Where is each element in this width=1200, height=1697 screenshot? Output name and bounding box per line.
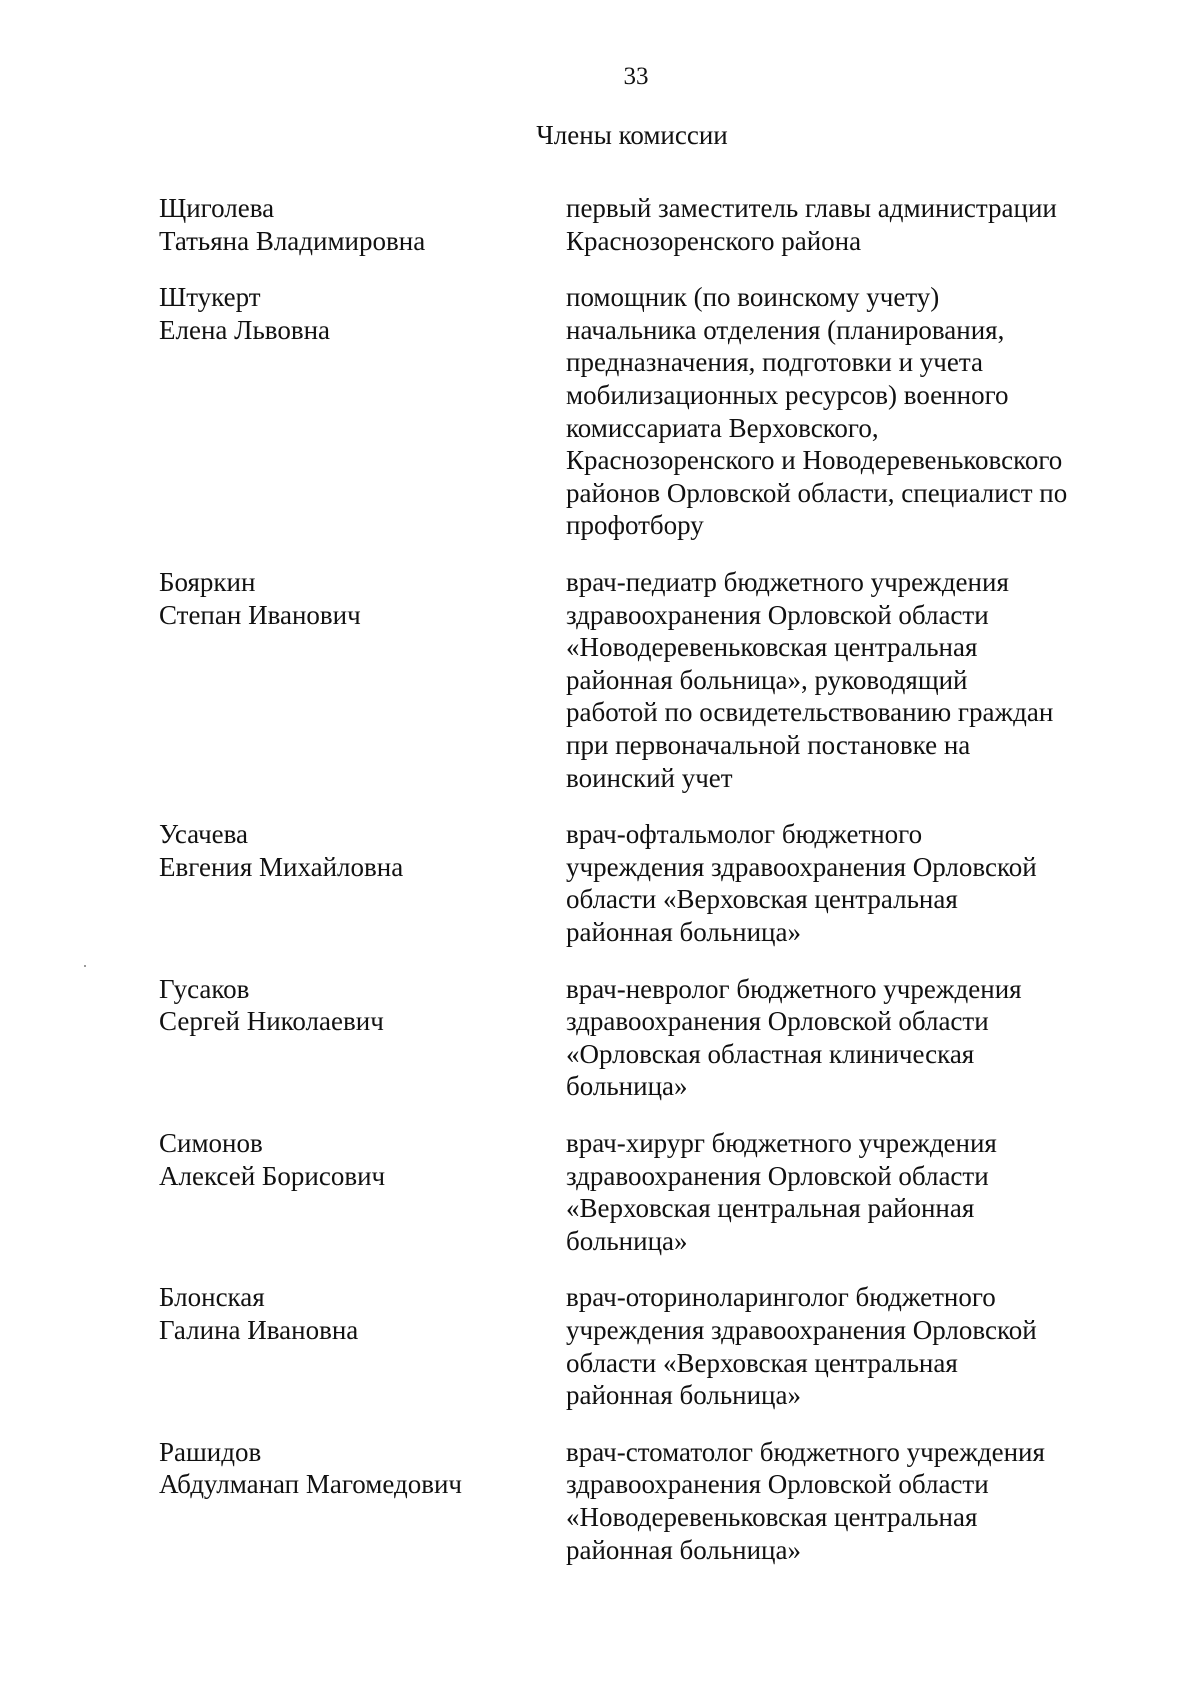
- member-name: [159, 192, 539, 257]
- member-position: [566, 818, 1126, 948]
- member-given-names: Елена Львовна: [159, 314, 331, 345]
- scan-speck: [84, 965, 86, 967]
- position-line: здравоохранения Орловской области: [566, 1469, 989, 1500]
- position-line: районов Орловской области, специалист по: [566, 477, 1068, 508]
- position-line: районная больница»: [566, 1380, 801, 1411]
- position-line: «Новодеревеньковская центральная: [566, 1501, 978, 1532]
- member-name: [159, 973, 539, 1038]
- member-surname: Усачева: [159, 819, 249, 850]
- member-surname: Бояркин: [159, 567, 256, 597]
- position-line: районная больница»: [566, 1534, 801, 1565]
- position-line: «Верховская центральная районная: [566, 1193, 975, 1224]
- page-number: 33: [623, 63, 649, 90]
- member-position: [566, 281, 1126, 542]
- position-line: здравоохранения Орловской области: [566, 1006, 989, 1037]
- member-position: [566, 1281, 1126, 1411]
- member-given-names: Татьяна Владимировна: [159, 225, 426, 256]
- position-line: Краснозоренского района: [566, 225, 862, 256]
- member-given-names: Алексей Борисович: [159, 1160, 386, 1191]
- member-given-names: Сергей Николаевич: [159, 1006, 384, 1037]
- position-line: врач-невролог бюджетного учреждения: [566, 973, 1022, 1004]
- position-line: предназначения, подготовки и учета: [566, 347, 983, 378]
- position-line: начальника отделения (планирования,: [566, 314, 1005, 345]
- position-line: врач-хирург бюджетного учреждения: [566, 1128, 997, 1158]
- member-surname: Штукерт: [159, 282, 261, 313]
- position-line: здравоохранения Орловской области: [566, 599, 989, 630]
- member-given-names: Степан Иванович: [159, 599, 361, 630]
- member-position: [566, 192, 1126, 257]
- position-line: врач-оториноларинголог бюджетного: [566, 1282, 996, 1313]
- position-line: Краснозоренского и Новодеревеньковского: [566, 445, 1063, 476]
- position-line: учреждения здравоохранения Орловской: [566, 1314, 1037, 1345]
- member-name: [159, 1281, 539, 1346]
- member-position: [566, 973, 1126, 1103]
- position-line: врач-офтальмолог бюджетного: [566, 819, 923, 850]
- position-line: районная больница», руководящий: [566, 664, 968, 695]
- position-line: врач-педиатр бюджетного учреждения: [566, 567, 1009, 597]
- position-line: больница»: [566, 1071, 688, 1102]
- position-line: работой по освидетельствованию граждан: [566, 697, 1054, 728]
- position-line: «Новодеревеньковская центральная: [566, 632, 978, 663]
- position-line: области «Верховская центральная: [566, 1347, 958, 1378]
- position-line: помощник (по воинскому учету): [566, 282, 940, 313]
- member-given-names: Галина Ивановна: [159, 1314, 359, 1345]
- member-name: [159, 281, 539, 346]
- member-given-names: Евгения Михайловна: [159, 851, 404, 882]
- position-line: воинский учет: [566, 762, 733, 793]
- member-surname: Щиголева: [159, 193, 275, 223]
- member-given-names: Абдулманап Магомедович: [159, 1469, 462, 1500]
- position-line: профотбору: [566, 510, 704, 541]
- member-name: [159, 1436, 539, 1501]
- position-line: области «Верховская центральная: [566, 884, 958, 915]
- member-surname: Гусаков: [159, 973, 250, 1004]
- member-surname: Блонская: [159, 1282, 265, 1313]
- position-line: «Орловская областная клиническая: [566, 1038, 975, 1069]
- member-position: [566, 1436, 1126, 1566]
- position-line: комиссариата Верховского,: [566, 412, 879, 443]
- position-line: учреждения здравоохранения Орловской: [566, 851, 1037, 882]
- section-heading: Члены комиссии: [536, 120, 728, 150]
- position-line: врач-стоматолог бюджетного учреждения: [566, 1436, 1045, 1467]
- position-line: больница»: [566, 1225, 688, 1256]
- member-name: [159, 1127, 539, 1192]
- position-line: первый заместитель главы администрации: [566, 193, 1057, 223]
- member-position: [566, 1127, 1126, 1257]
- member-surname: Симонов: [159, 1128, 263, 1158]
- position-line: мобилизационных ресурсов) военного: [566, 379, 1009, 410]
- position-line: районная больница»: [566, 916, 801, 947]
- position-line: здравоохранения Орловской области: [566, 1160, 989, 1191]
- position-line: при первоначальной постановке на: [566, 729, 971, 760]
- member-name: [159, 818, 539, 883]
- member-name: [159, 566, 539, 631]
- member-surname: Рашидов: [159, 1436, 262, 1467]
- member-position: [566, 566, 1126, 794]
